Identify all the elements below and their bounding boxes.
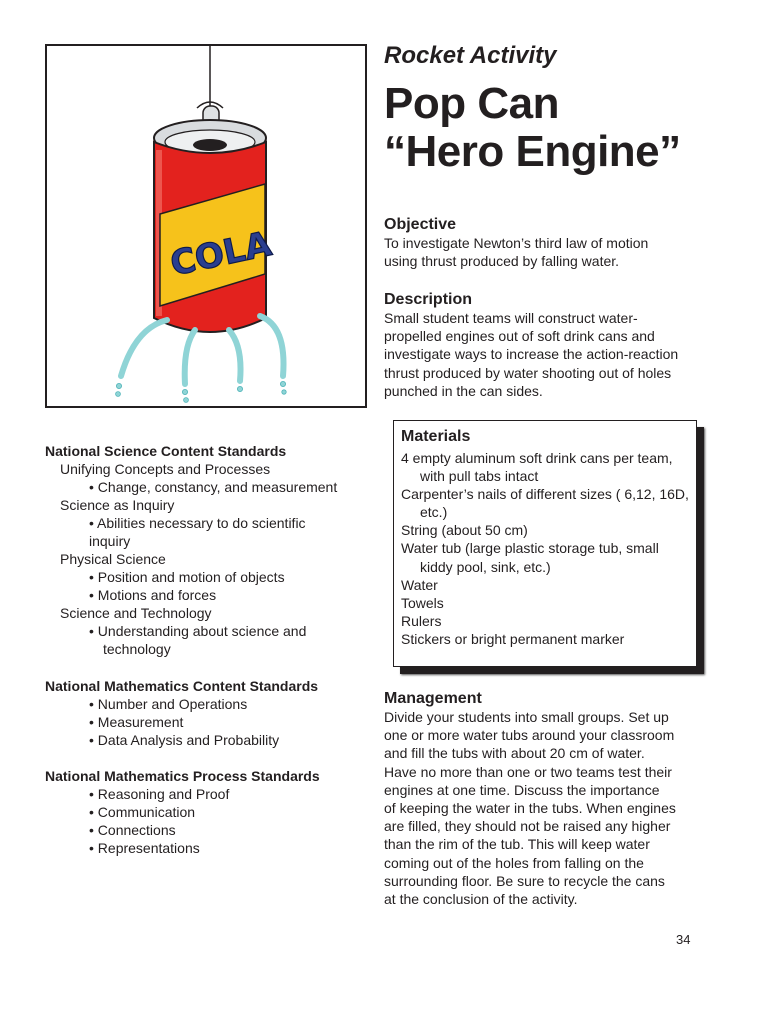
description-line: thrust produced by water shooting out of holes xyxy=(384,364,672,381)
standard-bullet-continued: inquiry xyxy=(89,533,131,549)
materials-item: String (about 50 cm) xyxy=(401,522,528,539)
math-process-heading: National Mathematics Process Standards xyxy=(45,768,320,784)
objective-line: using thrust produced by falling water. xyxy=(384,253,620,270)
objective-text xyxy=(384,234,714,270)
standard-bullet: • Abilities necessary to do scientific xyxy=(89,515,306,531)
management-line: engines at one time. Discuss the importance xyxy=(384,781,660,798)
standard-category: Physical Science xyxy=(60,551,166,567)
standard-bullet: • Position and motion of objects xyxy=(89,569,285,585)
materials-box xyxy=(393,420,697,667)
management-line: surrounding floor. Be sure to recycle the cans xyxy=(384,872,665,889)
materials-list xyxy=(401,449,691,648)
activity-type-subtitle: Rocket Activity xyxy=(384,42,557,69)
description-heading: Description xyxy=(384,291,473,308)
management-line: coming out of the holes from falling on the xyxy=(384,854,644,871)
standard-bullet: • Representations xyxy=(89,840,200,856)
title-line-1: Pop Can xyxy=(384,79,559,128)
pop-can-illustration xyxy=(45,44,367,408)
standard-bullet: • Motions and forces xyxy=(89,587,217,603)
materials-heading: Materials xyxy=(401,428,471,445)
management-line: Have no more than one or two teams test their xyxy=(384,763,672,780)
standard-bullet-continued: technology xyxy=(103,641,171,657)
standard-bullet: • Connections xyxy=(89,822,176,838)
materials-item: Water xyxy=(401,576,438,593)
standard-bullet: • Measurement xyxy=(89,714,184,730)
standard-bullet: • Data Analysis and Probability xyxy=(89,732,280,748)
management-line: than the rim of the tub. This will keep water xyxy=(384,836,650,853)
materials-item: 4 empty aluminum soft drink cans per team, with pull tabs intact xyxy=(401,450,673,485)
description-line: Small student teams will construct water- xyxy=(384,310,638,326)
management-section xyxy=(384,690,714,908)
objective-heading: Objective xyxy=(384,216,457,233)
objective-line: To investigate Newton’s third law of motion xyxy=(384,235,649,251)
management-text xyxy=(384,708,714,908)
management-line: of keeping the water in the tubs. When engines xyxy=(384,800,676,817)
math-content-heading: National Mathematics Content Standards xyxy=(45,678,319,694)
standard-category: Science as Inquiry xyxy=(60,497,175,513)
description-line: investigate ways to increase the action-reaction xyxy=(384,346,679,363)
management-line: Divide your students into small groups. Set up xyxy=(384,709,669,725)
description-text xyxy=(384,309,714,400)
standard-category: Unifying Concepts and Processes xyxy=(60,461,271,477)
materials-item: Carpenter’s nails of different sizes ( 6,12, 16D, etc.) xyxy=(401,486,689,521)
page-title xyxy=(384,80,681,176)
management-line: at the conclusion of the activity. xyxy=(384,891,578,908)
management-line: one or more water tubs around your classroom xyxy=(384,727,675,744)
materials-item: Stickers or bright permanent marker xyxy=(401,630,625,647)
title-line-2: “Hero Engine” xyxy=(384,127,681,176)
objective-section xyxy=(384,216,714,270)
standard-bullet: • Understanding about science and xyxy=(89,623,307,639)
description-section xyxy=(384,291,714,400)
standard-bullet: • Reasoning and Proof xyxy=(89,786,230,802)
standard-bullet: • Change, constancy, and measurement xyxy=(89,479,338,495)
materials-item: Water tub (large plastic storage tub, small kiddy pool, sink, etc.) xyxy=(401,540,659,575)
standard-bullet: • Communication xyxy=(89,804,196,820)
description-line: propelled engines out of soft drink cans and xyxy=(384,328,655,345)
materials-item: Towels xyxy=(401,594,444,611)
management-line: are filled, they should not be raised any higher xyxy=(384,818,671,835)
description-line: punched in the can sides. xyxy=(384,382,543,399)
materials-item: Rulers xyxy=(401,612,442,629)
standard-bullet: • Number and Operations xyxy=(89,696,248,712)
management-heading: Management xyxy=(384,690,482,707)
cola-can-drawing xyxy=(47,46,365,406)
science-standards-heading: National Science Content Standards xyxy=(45,443,287,459)
cola-label-text: COLA xyxy=(166,224,275,285)
page-number: 34 xyxy=(676,932,691,947)
management-line: and fill the tubs with about 20 cm of water. xyxy=(384,745,645,762)
standard-category: Science and Technology xyxy=(60,605,212,621)
